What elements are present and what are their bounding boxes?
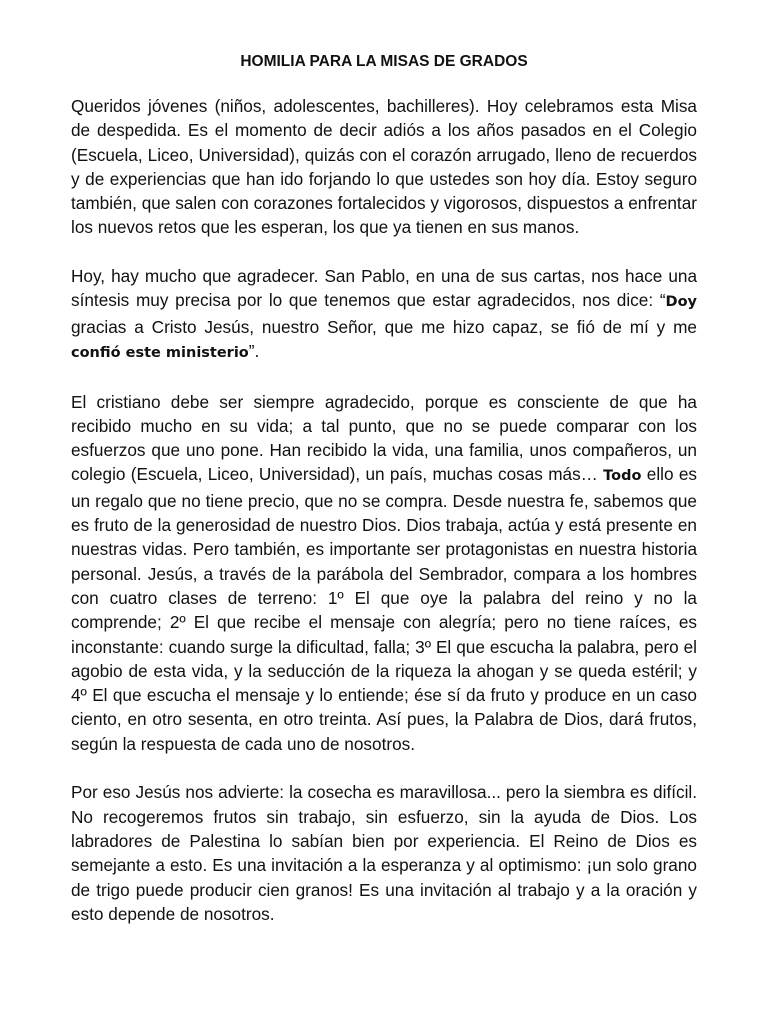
- paragraph-3-before: El cristiano debe ser siempre agradecido, porque es consciente de que ha recibido mucho en su vida; a tal punto, que no se puede comparar con los esfuerzos que uno pone. Han recibido la vida, una familia, unos compañeros, un colegio (Escuela, Liceo, Universidad), un país, muchas cosas más…: [71, 391, 697, 485]
- paragraph-1: Queridos jóvenes (niños, adolescentes, bachilleres). Hoy celebramos esta Misa de despedida. Es el momento de decir adiós a los años pasados en el Colegio (Escuela, Liceo, Universidad), quizás con el corazón arrugado, lleno de recuerdos y de experiencias que han ido forjando lo que ustedes son hoy día. Estoy seguro también, que salen con corazones fortalecidos y vigorosos, dispuestos a enfrentar los nuevos retos que les esperan, los que ya tienen en sus manos.: [71, 96, 697, 238]
- paragraph-3: [71, 390, 697, 756]
- bold-word-todo: Todo: [603, 468, 642, 485]
- quote-bold-1: Doy: [665, 294, 697, 311]
- paragraph-2-end: ”.: [248, 340, 260, 361]
- paragraph-2-mid: gracias a Cristo Jesús, nuestro Señor, que me hizo capaz, se fió de mí y me: [71, 316, 697, 337]
- paragraph-2: [71, 264, 697, 365]
- document-page: [71, 52, 697, 950]
- quote-bold-2: confió este ministerio: [71, 344, 249, 361]
- paragraph-2-intro: Hoy, hay mucho que agradecer. San Pablo, en una de sus cartas, nos hace una síntesis muy precisa por lo que tenemos que estar agradecidos, nos dice: “: [71, 266, 697, 311]
- paragraph-3-after: ello es un regalo que no tiene precio, que no se compra. Desde nuestra fe, sabemos que es fruto de la generosidad de nuestro Dios. Dios trabaja, actúa y está presente en nuestras vidas. Pero también, es importante ser protagonistas en nuestra historia personal. Jesús, a través de la parábola del Sembrador, compara a los hombres con cuatro clases de terreno: 1º El que oye la palabra del reino y no la comprende; 2º El que recibe el mensaje con alegría; pero no tiene raíces, es inconstante: cuando surge la dificultad, falla; 3º El que escucha la palabra, pero el agobio de esta vida, y la seducción de la riqueza la ahogan y se queda estéril; y 4º El que escucha el mensaje y lo entiende; ése sí da fruto y produce en un caso ciento, en otro sesenta, en otro treinta. Así pues, la Palabra de Dios, dará frutos, según la respuesta de cada uno de nosotros.: [71, 464, 697, 754]
- paragraph-4: Por eso Jesús nos advierte: la cosecha es maravillosa... pero la siembra es difícil. No recogeremos frutos sin trabajo, sin esfuerzo, sin la ayuda de Dios. Los labradores de Palestina lo sabían bien por experiencia. El Reino de Dios es semejante a esto. Es una invitación a la esperanza y al optimismo: ¡un solo grano de trigo puede producir cien granos! Es una invitación al trabajo y a la oración y esto depende de nosotros.: [71, 782, 697, 924]
- document-title: HOMILIA PARA LA MISAS DE GRADOS: [240, 53, 528, 70]
